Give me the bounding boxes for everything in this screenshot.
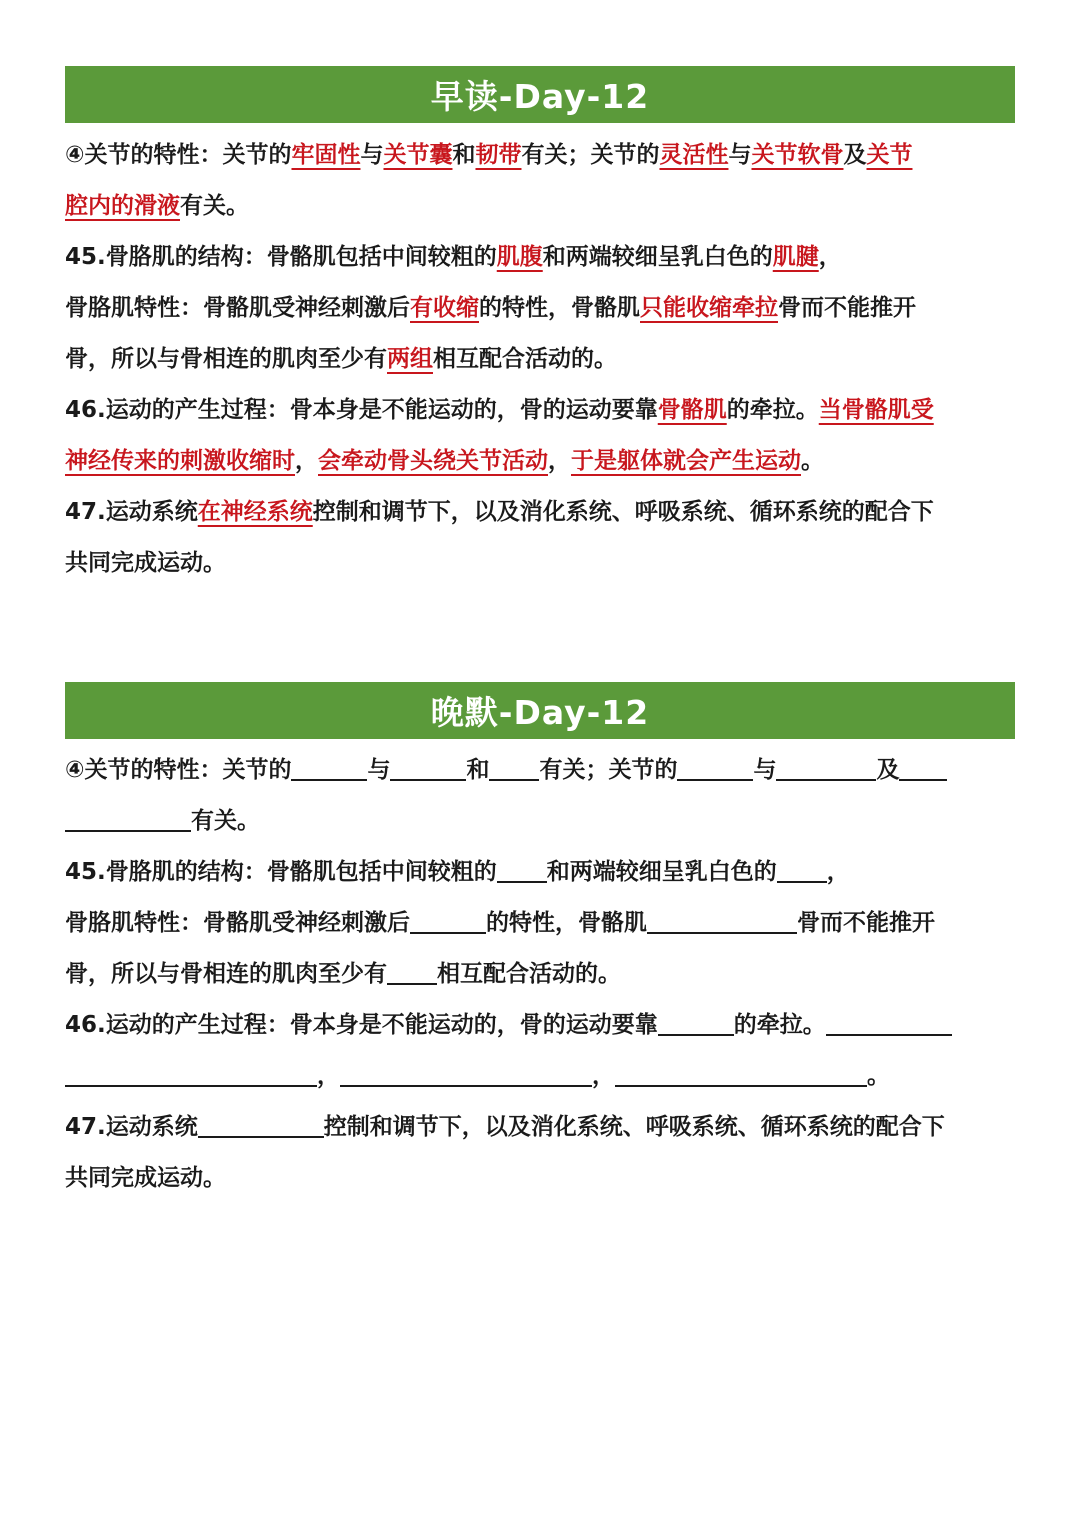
text: 45.骨胳肌的结构：骨骼肌包括中间较粗的 (65, 859, 497, 885)
evening-line-2 (65, 796, 1017, 847)
text: 的牵拉。 (726, 397, 819, 423)
morning-line-6 (65, 385, 1017, 436)
evening-title: 晚默-Day-12 (430, 693, 650, 732)
text: 的特性，骨骼肌 (479, 295, 640, 321)
text: 及 (876, 757, 900, 783)
evening-line-9 (65, 1153, 1017, 1204)
text: 骨而不能推开 (778, 295, 916, 321)
answer: 两组 (387, 346, 433, 372)
text: 与 (753, 757, 777, 783)
text: 有关；关节的 (539, 757, 678, 783)
text: ， (317, 1063, 340, 1089)
text: 共同完成运动。 (65, 1165, 226, 1191)
answer: 只能收缩牵拉 (640, 295, 778, 321)
text: 的牵拉。 (733, 1012, 826, 1038)
fill-blank[interactable] (489, 749, 539, 781)
text: 47.运动系统 (65, 1114, 198, 1140)
answer: 关节囊 (383, 142, 453, 168)
morning-line-5 (65, 334, 1017, 385)
text: ④关节的特性：关节的 (65, 142, 292, 168)
answer: 在神经系统 (197, 499, 313, 525)
answer: 牢固性 (291, 142, 361, 168)
text: 骨，所以与骨相连的肌肉至少有 (65, 961, 387, 987)
answer: 韧带 (475, 142, 522, 168)
text: 骨胳肌特性：骨骼肌受神经刺激后 (65, 910, 410, 936)
text: 和 (466, 757, 490, 783)
text: ④关节的特性：关节的 (65, 757, 292, 783)
text: 和 (452, 142, 476, 168)
fill-blank[interactable] (899, 749, 947, 781)
answer: 肌腱 (772, 244, 819, 270)
fill-blank[interactable] (65, 800, 191, 832)
text: 控制和调节下，以及消化系统、呼吸系统、循环系统的配合下 (323, 1114, 945, 1140)
morning-line-1 (65, 130, 1017, 181)
evening-line-3 (65, 847, 1017, 898)
text: ， (826, 859, 850, 885)
fill-blank[interactable] (340, 1055, 592, 1087)
evening-line-5 (65, 949, 1017, 1000)
evening-line-6 (65, 1000, 1017, 1051)
evening-line-1 (65, 745, 1017, 796)
text: ， (592, 1063, 615, 1089)
evening-banner (65, 682, 1015, 739)
fill-blank[interactable] (677, 749, 753, 781)
morning-line-9 (65, 538, 1017, 589)
text: 47.运动系统 (65, 499, 198, 525)
text: 与 (728, 142, 752, 168)
answer: 当骨骼肌受 (818, 397, 934, 423)
text: 骨胳肌特性：骨骼肌受神经刺激后 (65, 295, 410, 321)
text: 及 (843, 142, 867, 168)
text: ， (295, 448, 318, 474)
text: 的特性，骨骼肌 (486, 910, 647, 936)
answer: 神经传来的刺激收缩时 (65, 448, 295, 474)
fill-blank[interactable] (410, 902, 486, 934)
text: 有关。 (180, 193, 249, 219)
morning-line-7 (65, 436, 1017, 487)
text: 。 (867, 1063, 890, 1089)
text: 。 (801, 448, 824, 474)
text: 46.运动的产生过程：骨本身是不能运动的，骨的运动要靠 (65, 1012, 658, 1038)
answer: 关节软骨 (751, 142, 844, 168)
text: 共同完成运动。 (65, 550, 226, 576)
morning-line-8 (65, 487, 1017, 538)
morning-content (65, 130, 1017, 589)
text: 控制和调节下，以及消化系统、呼吸系统、循环系统的配合下 (312, 499, 934, 525)
evening-line-7 (65, 1051, 1017, 1102)
text: 有关；关节的 (521, 142, 660, 168)
answer: 灵活性 (659, 142, 729, 168)
text: 骨，所以与骨相连的肌肉至少有 (65, 346, 387, 372)
answer: 会牵动骨头绕关节活动 (318, 448, 548, 474)
evening-line-4 (65, 898, 1017, 949)
fill-blank[interactable] (497, 851, 547, 883)
fill-blank[interactable] (658, 1004, 734, 1036)
answer: 有收缩 (410, 295, 479, 321)
fill-blank[interactable] (826, 1004, 952, 1036)
answer: 于是躯体就会产生运动 (571, 448, 801, 474)
text: 相互配合活动的。 (437, 961, 621, 987)
text: 有关。 (191, 808, 260, 834)
text: ， (818, 244, 842, 270)
answer: 骨骼肌 (657, 397, 727, 423)
fill-blank[interactable] (777, 851, 827, 883)
evening-line-8 (65, 1102, 1017, 1153)
fill-blank[interactable] (776, 749, 876, 781)
morning-line-2 (65, 181, 1017, 232)
text: 与 (367, 757, 391, 783)
text: ， (548, 448, 571, 474)
text: 46.运动的产生过程：骨本身是不能运动的，骨的运动要靠 (65, 397, 658, 423)
fill-blank[interactable] (387, 953, 437, 985)
answer: 肌腹 (496, 244, 543, 270)
morning-line-3 (65, 232, 1017, 283)
text: 与 (360, 142, 384, 168)
fill-blank[interactable] (65, 1055, 317, 1087)
answer: 关节 (866, 142, 913, 168)
text: 相互配合活动的。 (433, 346, 617, 372)
fill-blank[interactable] (198, 1106, 324, 1138)
text: 和两端较细呈乳白色的 (542, 244, 773, 270)
text: 骨而不能推开 (797, 910, 935, 936)
text: 和两端较细呈乳白色的 (546, 859, 777, 885)
fill-blank[interactable] (291, 749, 367, 781)
morning-title: 早读-Day-12 (430, 77, 650, 116)
answer: 腔内的滑液 (65, 193, 180, 219)
fill-blank[interactable] (647, 902, 797, 934)
evening-content (65, 745, 1017, 1204)
fill-blank[interactable] (390, 749, 466, 781)
morning-line-4 (65, 283, 1017, 334)
fill-blank[interactable] (615, 1055, 867, 1087)
text: 45.骨胳肌的结构：骨骼肌包括中间较粗的 (65, 244, 497, 270)
morning-banner (65, 66, 1015, 123)
